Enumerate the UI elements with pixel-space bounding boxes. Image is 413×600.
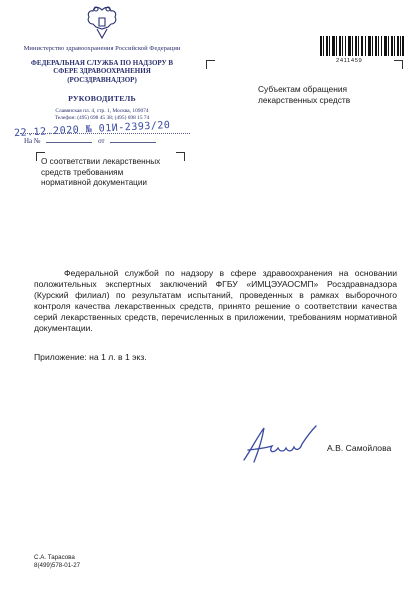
recipient-corner-left (206, 60, 215, 69)
address-line: Славянская пл. 4, стр. 1, Москва, 109074 (55, 108, 149, 114)
letter-body: Федеральной службой по надзору в сфере здравоохранения на основании положительных экспертных заключений ФГБУ «ИМЦЭУАОСМП» Росздравнадзора (Курский филиал) по результатам испытаний, проведенных в рамках выборочного контроля качества лекарственных средств, принято решение о соответствии качества серий лекарственных средств, перечисленных в приложении, требованиям нормативной документации. (34, 268, 397, 333)
ref-label: На № (24, 137, 41, 145)
service-name: ФЕДЕРАЛЬНАЯ СЛУЖБА ПО НАДЗОРУ В СФЕРЕ ЗДРАВООХРАНЕНИЯ (РОСЗДРАВНАДЗОР) (30, 59, 174, 84)
reference-row (24, 137, 156, 145)
recipient: Субъектам обращения лекарственных средств (258, 84, 351, 105)
annex-line: Приложение: на 1 л. в 1 экз. (34, 352, 147, 362)
ref-number-blank (46, 142, 92, 143)
date-line (20, 133, 190, 134)
signer-name: А.В. Самойлова (327, 443, 392, 453)
head-title: РУКОВОДИТЕЛЬ (68, 94, 136, 103)
ref-date-blank (110, 142, 156, 143)
handwritten-signature (238, 422, 320, 466)
recipient-corner-right (394, 60, 403, 69)
barcode (320, 36, 404, 56)
executor-info (34, 554, 80, 570)
phone-line: Телефон: (495) 698 45 38; (495) 698 15 74 (54, 115, 150, 121)
subject: О соответствии лекарственных средств требованиям нормативной документации (41, 157, 161, 188)
executor-name: С.А. Тарасова (34, 554, 75, 561)
ref-from-label: от (98, 137, 105, 145)
subject-corner-right (176, 152, 185, 161)
ministry-name: Министерство здравоохранения Российской Федерации (23, 45, 181, 52)
coat-of-arms-emblem (84, 4, 120, 42)
executor-phone: 8(499)578-01-27 (34, 562, 81, 569)
handwritten-date-number: 22.12.2020 № 01И-2393/20 (13, 119, 171, 140)
barcode-number: 2411459 (336, 58, 363, 64)
